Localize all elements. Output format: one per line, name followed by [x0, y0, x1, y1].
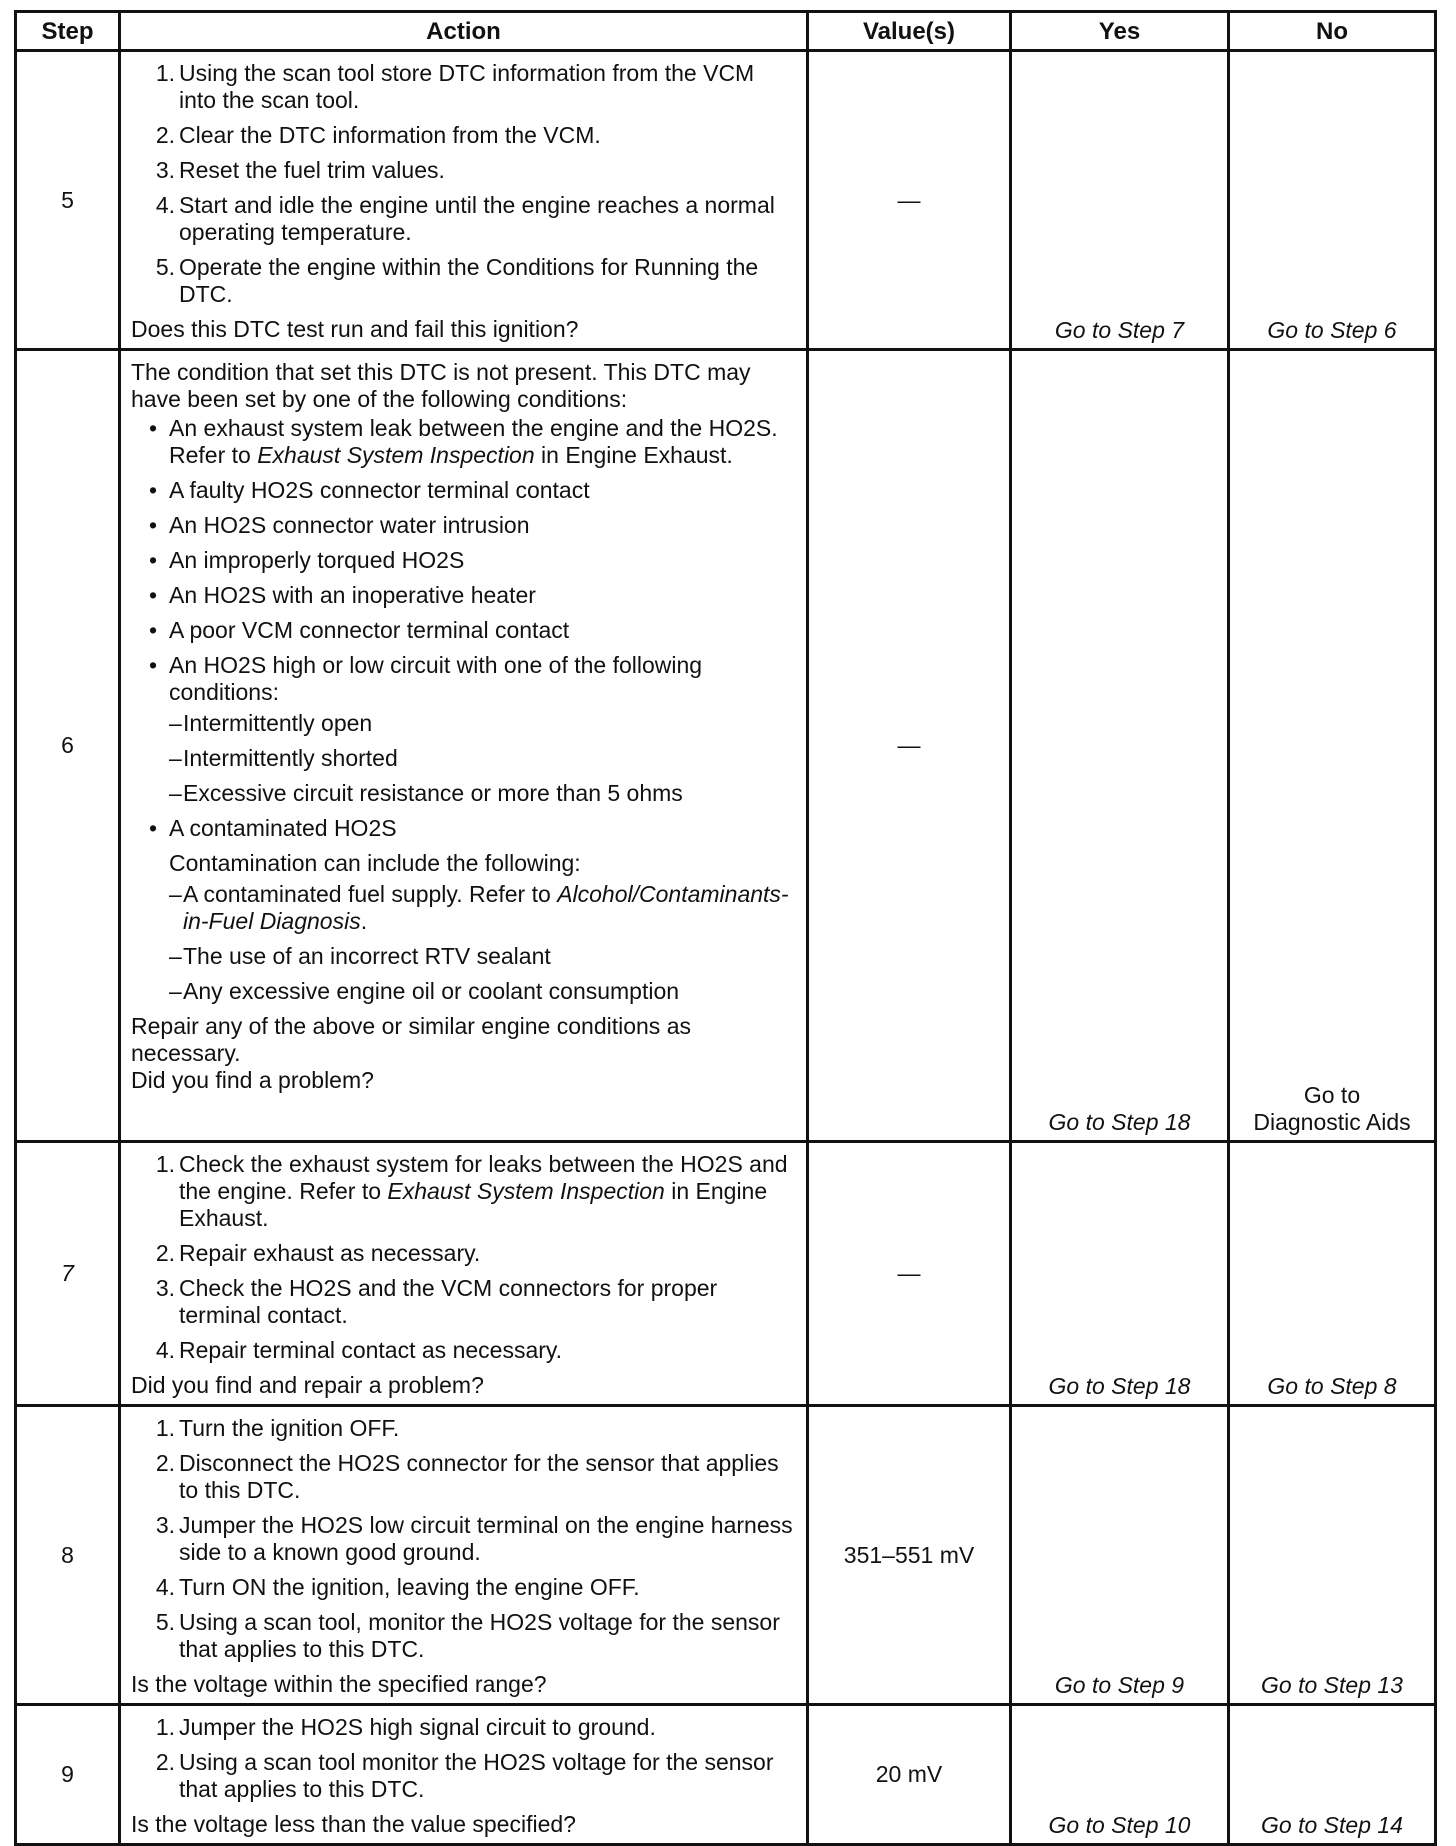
- yes-link[interactable]: Go to Step 9: [1011, 1406, 1229, 1705]
- list-item: – Intermittently open: [169, 710, 373, 736]
- list-item: • A faulty HO2S connector terminal contact: [149, 477, 590, 503]
- yes-link[interactable]: Go to Step 7: [1011, 51, 1229, 350]
- header-values: Value(s): [808, 12, 1011, 51]
- no-link-line: Diagnostic Aids: [1253, 1109, 1411, 1135]
- step-number: 6: [16, 350, 120, 1142]
- list-item: – Any excessive engine oil or coolant consumption: [169, 978, 680, 1004]
- sub-list: [169, 881, 796, 1005]
- list-item: • A poor VCM connector terminal contact: [149, 617, 570, 643]
- step-number: 8: [16, 1406, 120, 1705]
- sub-note: Contamination can include the following:: [169, 850, 581, 876]
- instruction-list: [131, 1714, 796, 1803]
- list-item: 2. Using a scan tool monitor the HO2S voltage for the sensor that applies to this DTC.: [155, 1749, 774, 1802]
- list-item: 4. Repair terminal contact as necessary.: [155, 1337, 563, 1363]
- list-item: 2. Disconnect the HO2S connector for the sensor that applies to this DTC.: [155, 1450, 779, 1503]
- intro-text: The condition that set this DTC is not present. This DTC may have been set by one of the following conditions:: [131, 359, 751, 412]
- list-item: – Excessive circuit resistance or more than 5 ohms: [169, 780, 683, 806]
- list-item: – Intermittently shorted: [169, 745, 398, 771]
- header-row: [16, 12, 1436, 51]
- header-yes: Yes: [1011, 12, 1229, 51]
- action-cell: [120, 1406, 808, 1705]
- list-item: 2. Clear the DTC information from the VCM.: [155, 122, 601, 148]
- list-item: 3. Jumper the HO2S low circuit terminal on the engine harness side to a known good ground.: [155, 1512, 793, 1565]
- diagnostic-table: [14, 10, 1437, 1846]
- list-item: 5. Using a scan tool, monitor the HO2S voltage for the sensor that applies to this DTC.: [155, 1609, 780, 1662]
- list-item: 2. Repair exhaust as necessary.: [155, 1240, 481, 1266]
- list-item: 4. Start and idle the engine until the engine reaches a normal operating temperature.: [155, 192, 775, 245]
- action-cell: [120, 1142, 808, 1406]
- question: Does this DTC test run and fail this ignition?: [131, 316, 579, 342]
- value-cell: 20 mV: [808, 1705, 1011, 1845]
- condition-list: [131, 415, 796, 1005]
- list-item: 1. Using the scan tool store DTC information from the VCM into the scan tool.: [155, 60, 755, 113]
- repair-text: Repair any of the above or similar engine conditions as necessary.: [131, 1013, 691, 1066]
- no-link[interactable]: Go to Step 14: [1229, 1705, 1436, 1845]
- table-row: [16, 1705, 1436, 1845]
- instruction-list: [131, 1415, 796, 1663]
- table-row: [16, 350, 1436, 1142]
- list-item: 3. Check the HO2S and the VCM connectors for proper terminal contact.: [155, 1275, 718, 1328]
- value-cell: —: [808, 350, 1011, 1142]
- question: Is the voltage less than the value specified?: [131, 1811, 576, 1837]
- list-item: • An improperly torqued HO2S: [149, 547, 465, 573]
- header-action: Action: [120, 12, 808, 51]
- list-item: • An exhaust system leak between the engine and the HO2S. Refer to Exhaust System Inspection in Engine Exhaust.: [149, 415, 778, 468]
- list-item: • An HO2S high or low circuit with one of the following conditions: – Intermittently open – Intermittently shorted – Excessive circuit resistance or more than 5 ohms: [131, 652, 796, 807]
- header-no: No: [1229, 12, 1436, 51]
- step-number: 9: [16, 1705, 120, 1845]
- table-row: [16, 51, 1436, 350]
- step-number: 7: [16, 1142, 120, 1406]
- list-item: • A contaminated HO2S Contamination can include the following: – A contaminated fuel supply. Refer to Alcohol/Contaminants-in-Fuel Diagnosis. – The use of an incorrect RTV sealant – Any excessive engine oil or coolant consumption: [131, 815, 796, 1005]
- value-cell: —: [808, 51, 1011, 350]
- question: Is the voltage within the specified range?: [131, 1671, 547, 1697]
- list-item: • An HO2S with an inoperative heater: [149, 582, 536, 608]
- action-cell: [120, 1705, 808, 1845]
- list-item: 3. Reset the fuel trim values.: [155, 157, 445, 183]
- no-link[interactable]: Go to Step 13: [1229, 1406, 1436, 1705]
- value-cell: —: [808, 1142, 1011, 1406]
- list-item: • An HO2S connector water intrusion: [149, 512, 530, 538]
- action-cell: [120, 350, 808, 1142]
- sub-list: [169, 710, 796, 807]
- instruction-list: [131, 1151, 796, 1364]
- yes-link[interactable]: Go to Step 18: [1011, 350, 1229, 1142]
- question: Did you find and repair a problem?: [131, 1372, 484, 1398]
- yes-link[interactable]: Go to Step 10: [1011, 1705, 1229, 1845]
- no-link[interactable]: [1229, 350, 1436, 1142]
- list-item: 5. Operate the engine within the Conditions for Running the DTC.: [155, 254, 759, 307]
- list-item: 4. Turn ON the ignition, leaving the engine OFF.: [155, 1574, 640, 1600]
- table-row: [16, 1142, 1436, 1406]
- action-cell: [120, 51, 808, 350]
- value-cell: 351–551 mV: [808, 1406, 1011, 1705]
- list-item: – A contaminated fuel supply. Refer to Alcohol/Contaminants-in-Fuel Diagnosis.: [169, 881, 789, 934]
- step-number: 5: [16, 51, 120, 350]
- question: Did you find a problem?: [131, 1067, 374, 1093]
- no-link[interactable]: Go to Step 8: [1229, 1142, 1436, 1406]
- list-item: 1. Turn the ignition OFF.: [155, 1415, 400, 1441]
- instruction-list: [131, 60, 796, 308]
- yes-link[interactable]: Go to Step 18: [1011, 1142, 1229, 1406]
- no-link-line: Go to: [1303, 1082, 1361, 1108]
- no-link[interactable]: Go to Step 6: [1229, 51, 1436, 350]
- list-item: – The use of an incorrect RTV sealant: [169, 943, 551, 969]
- list-item: 1. Jumper the HO2S high signal circuit to ground.: [155, 1714, 656, 1740]
- table-row: [16, 1406, 1436, 1705]
- list-item: 1. Check the exhaust system for leaks between the HO2S and the engine. Refer to Exhaust System Inspection in Engine Exhaust.: [155, 1151, 788, 1231]
- header-step: Step: [16, 12, 120, 51]
